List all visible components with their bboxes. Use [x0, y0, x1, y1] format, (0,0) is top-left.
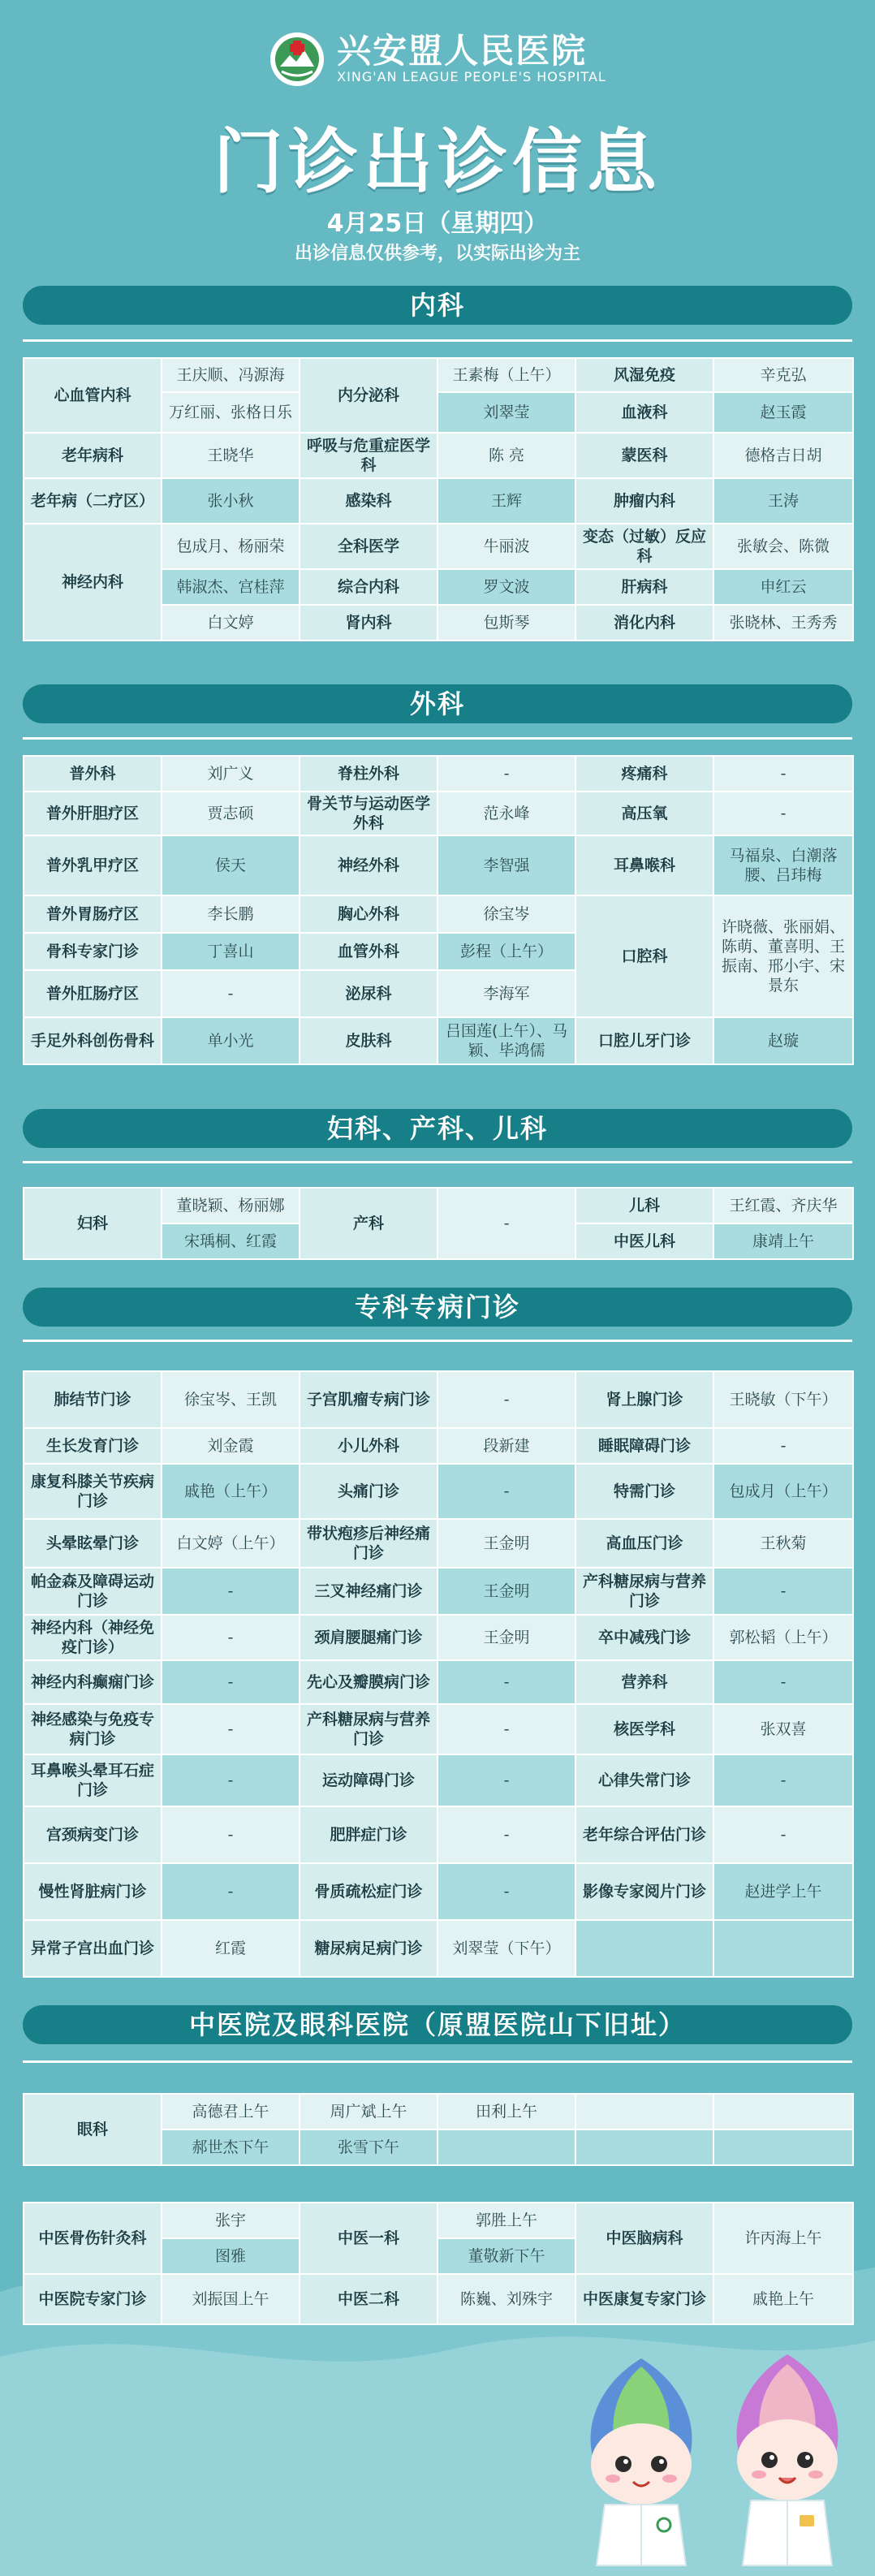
- empty-cell: [575, 2129, 713, 2165]
- table-row: [24, 1371, 853, 1428]
- doctor-cell: 王庆顺、冯源海: [162, 358, 300, 392]
- section-divider: [23, 2060, 852, 2063]
- table-row: [24, 1464, 853, 1519]
- empty-cell: [713, 2094, 853, 2129]
- table-yanke: [23, 2093, 854, 2166]
- section-banner-neike: 内科: [23, 286, 852, 325]
- dept-cell: 高压氧: [575, 792, 713, 835]
- dept-cell: 营养科: [575, 1660, 713, 1704]
- empty-cell: [713, 2129, 853, 2165]
- dept-cell: 小儿外科: [300, 1428, 438, 1464]
- doctor-cell: -: [438, 1660, 575, 1704]
- hospital-logo-icon: [269, 31, 325, 88]
- dept-cell: 综合内科: [300, 569, 438, 605]
- doctor-cell: 申红云: [713, 569, 853, 605]
- dept-cell: 呼吸与危重症医学科: [300, 433, 438, 478]
- doctor-cell: 郭胜上午: [438, 2203, 575, 2238]
- doctor-cell: 包成月、杨丽荣: [162, 524, 300, 569]
- doctor-cell: -: [438, 1371, 575, 1428]
- doctor-cell: 李智强: [438, 835, 575, 895]
- dept-cell: 颈肩腰腿痛门诊: [300, 1615, 438, 1660]
- doctor-cell: 赵玉霞: [713, 392, 853, 433]
- dept-cell: 普外肛肠疗区: [24, 970, 162, 1017]
- dept-cell: 中医院专家门诊: [24, 2274, 162, 2324]
- doctor-cell: 董晓颖、杨丽娜: [162, 1188, 300, 1223]
- dept-cell: 妇科: [24, 1188, 162, 1259]
- table-fuchan: [23, 1187, 854, 1260]
- doctor-cell: -: [438, 1464, 575, 1519]
- table-row: [24, 1615, 853, 1660]
- doctor-cell: 田利上午: [438, 2094, 575, 2129]
- doctor-cell: 宋瑀桐、红霞: [162, 1223, 300, 1259]
- section-banner-fuchan: 妇科、产科、儿科: [23, 1109, 852, 1148]
- doctor-cell: -: [162, 1754, 300, 1806]
- dept-cell: 老年病科: [24, 433, 162, 478]
- dept-cell: 肾内科: [300, 605, 438, 641]
- dept-cell: 口腔科: [575, 895, 713, 1017]
- table-neike: [23, 357, 854, 641]
- table-row: [24, 358, 853, 392]
- doctor-cell: 张双喜: [713, 1704, 853, 1754]
- doctor-cell: 王涛: [713, 478, 853, 524]
- dept-cell: 中医康复专家门诊: [575, 2274, 713, 2324]
- doctor-cell: 许晓薇、张丽娟、陈萌、董喜明、王振南、邢小宇、宋景东: [713, 895, 853, 1017]
- doctor-cell: 徐宝岑、王凯: [162, 1371, 300, 1428]
- doctor-cell: 董敬新下午: [438, 2238, 575, 2274]
- table-row: [24, 1863, 853, 1920]
- section-banner-zhongyi: 中医院及眼科医院（原盟医院山下旧址）: [23, 2005, 852, 2044]
- doctor-cell: 刘广义: [162, 756, 300, 792]
- doctor-cell: 张敏会、陈微: [713, 524, 853, 569]
- doctor-cell: 赵进学上午: [713, 1863, 853, 1920]
- doctor-cell: 张宇: [162, 2203, 300, 2238]
- doctor-cell: 贾志硕: [162, 792, 300, 835]
- dept-cell: 骨关节与运动医学外科: [300, 792, 438, 835]
- schedule-date: 4月25日（星期四）: [326, 209, 549, 238]
- table-row: [24, 2094, 853, 2129]
- hospital-logo-row: [0, 31, 875, 88]
- dept-cell: 中医骨伤针灸科: [24, 2203, 162, 2274]
- dept-cell: 耳鼻喉科: [575, 835, 713, 895]
- doctor-cell: 李海军: [438, 970, 575, 1017]
- dept-cell: 普外乳甲疗区: [24, 835, 162, 895]
- doctor-cell: 周广斌上午: [300, 2094, 438, 2129]
- dept-cell: 核医学科: [575, 1704, 713, 1754]
- dept-cell: 肿瘤内科: [575, 478, 713, 524]
- doctor-cell: 白文婷（上午）: [162, 1519, 300, 1568]
- dept-cell: 眼科: [24, 2094, 162, 2165]
- table-row: [24, 1017, 853, 1064]
- doctor-cell: 德格吉日胡: [713, 433, 853, 478]
- dept-cell: 神经内科（神经免疫门诊）: [24, 1615, 162, 1660]
- dept-cell: 普外肝胆疗区: [24, 792, 162, 835]
- table-waike: [23, 755, 854, 1065]
- dept-cell: 骨科专家门诊: [24, 933, 162, 970]
- doctor-cell: 戚艳上午: [713, 2274, 853, 2324]
- doctor-cell: 刘金霞: [162, 1428, 300, 1464]
- doctor-cell: 王金明: [438, 1568, 575, 1615]
- dept-cell: 老年综合评估门诊: [575, 1806, 713, 1863]
- dept-cell: 神经外科: [300, 835, 438, 895]
- dept-cell: 宫颈病变门诊: [24, 1806, 162, 1863]
- empty-cell: [713, 1920, 853, 1977]
- doctor-cell: 王金明: [438, 1615, 575, 1660]
- doctor-cell: -: [162, 1615, 300, 1660]
- doctor-cell: 吕国莲(上午）、马颖、毕鸿儒: [438, 1017, 575, 1064]
- doctor-cell: 万红丽、张格日乐: [162, 392, 300, 433]
- dept-cell: 三叉神经痛门诊: [300, 1568, 438, 1615]
- table-row: [24, 2203, 853, 2238]
- mascot-doctor-right: [714, 2346, 860, 2570]
- table-row: [24, 478, 853, 524]
- dept-cell: 血管外科: [300, 933, 438, 970]
- table-zhongyi: [23, 2202, 854, 2325]
- dept-cell: 脊柱外科: [300, 756, 438, 792]
- doctor-cell: -: [438, 1188, 575, 1259]
- doctor-cell: 段新建: [438, 1428, 575, 1464]
- section-banner-zhuanke: 专科专病门诊: [23, 1288, 852, 1327]
- doctor-cell: 王秋菊: [713, 1519, 853, 1568]
- dept-cell: 全科医学: [300, 524, 438, 569]
- doctor-cell: 彭程（上午）: [438, 933, 575, 970]
- doctor-cell: 韩淑杰、宫桂萍: [162, 569, 300, 605]
- doctor-cell: 王晓敏（下午）: [713, 1371, 853, 1428]
- doctor-cell: 范永峰: [438, 792, 575, 835]
- doctor-cell: 丁喜山: [162, 933, 300, 970]
- dept-cell: 感染科: [300, 478, 438, 524]
- doctor-cell: 辛克弘: [713, 358, 853, 392]
- doctor-cell: -: [713, 792, 853, 835]
- doctor-cell: 王素梅（上午）: [438, 358, 575, 392]
- dept-cell: 带状疱疹后神经痛门诊: [300, 1519, 438, 1568]
- doctor-cell: 张小秋: [162, 478, 300, 524]
- dept-cell: 泌尿科: [300, 970, 438, 1017]
- section-divider: [23, 1340, 852, 1342]
- dept-cell: 头痛门诊: [300, 1464, 438, 1519]
- dept-cell: 慢性肾脏病门诊: [24, 1863, 162, 1920]
- doctor-cell: 徐宝岑: [438, 895, 575, 933]
- dept-cell: 异常子宫出血门诊: [24, 1920, 162, 1977]
- doctor-cell: 陈巍、刘殊宇: [438, 2274, 575, 2324]
- table-row: [24, 1428, 853, 1464]
- section-divider: [23, 1161, 852, 1163]
- dept-cell: 血液科: [575, 392, 713, 433]
- empty-cell: [575, 1920, 713, 1977]
- table-row: [24, 1519, 853, 1568]
- doctor-cell: 红霞: [162, 1920, 300, 1977]
- table-row: [24, 524, 853, 569]
- dept-cell: 中医一科: [300, 2203, 438, 2274]
- dept-cell: 肝病科: [575, 569, 713, 605]
- doctor-cell: 王辉: [438, 478, 575, 524]
- mascot-doctor-left: [568, 2350, 714, 2570]
- table-row: [24, 1806, 853, 1863]
- dept-cell: 中医脑病科: [575, 2203, 713, 2274]
- doctor-cell: -: [438, 756, 575, 792]
- doctor-cell: -: [713, 1754, 853, 1806]
- doctor-cell: -: [162, 1660, 300, 1704]
- dept-cell: 风湿免疫: [575, 358, 713, 392]
- table-row: [24, 792, 853, 835]
- dept-cell: 影像专家阅片门诊: [575, 1863, 713, 1920]
- doctor-cell: 王金明: [438, 1519, 575, 1568]
- doctor-cell: -: [713, 1806, 853, 1863]
- table-row: [24, 895, 853, 933]
- dept-cell: 卒中减残门诊: [575, 1615, 713, 1660]
- table-row: [24, 756, 853, 792]
- doctor-cell: 罗文波: [438, 569, 575, 605]
- dept-cell: 神经内科癫痫门诊: [24, 1660, 162, 1704]
- dept-cell: 心律失常门诊: [575, 1754, 713, 1806]
- empty-cell: [438, 2129, 575, 2165]
- hospital-name-cn: 兴安盟人民医院: [337, 31, 588, 71]
- page-header: [0, 0, 875, 284]
- doctor-cell: -: [713, 1568, 853, 1615]
- dept-cell: 普外胃肠疗区: [24, 895, 162, 933]
- dept-cell: 肾上腺门诊: [575, 1371, 713, 1428]
- doctor-cell: -: [438, 1806, 575, 1863]
- dept-cell: 中医二科: [300, 2274, 438, 2324]
- table-row: [24, 1660, 853, 1704]
- dept-cell: 疼痛科: [575, 756, 713, 792]
- table-row: [24, 835, 853, 895]
- doctor-cell: 李长鹏: [162, 895, 300, 933]
- dept-cell: 生长发育门诊: [24, 1428, 162, 1464]
- table-row: [24, 1704, 853, 1754]
- dept-cell: 消化内科: [575, 605, 713, 641]
- doctor-cell: 刘振国上午: [162, 2274, 300, 2324]
- dept-cell: 高血压门诊: [575, 1519, 713, 1568]
- dept-cell: 先心及瓣膜病门诊: [300, 1660, 438, 1704]
- dept-cell: 睡眠障碍门诊: [575, 1428, 713, 1464]
- dept-cell: 皮肤科: [300, 1017, 438, 1064]
- doctor-cell: 图雅: [162, 2238, 300, 2274]
- doctor-cell: 侯天: [162, 835, 300, 895]
- dept-cell: 特需门诊: [575, 1464, 713, 1519]
- table-zhuanke: [23, 1370, 854, 1978]
- dept-cell: 产科: [300, 1188, 438, 1259]
- dept-cell: 产科糖尿病与营养门诊: [575, 1568, 713, 1615]
- section-banner-waike: 外科: [23, 684, 852, 723]
- dept-cell: 内分泌科: [300, 358, 438, 433]
- doctor-cell: -: [713, 756, 853, 792]
- doctor-cell: 牛丽波: [438, 524, 575, 569]
- dept-cell: 运动障碍门诊: [300, 1754, 438, 1806]
- dept-cell: 老年病（二疗区）: [24, 478, 162, 524]
- dept-cell: 头晕眩晕门诊: [24, 1519, 162, 1568]
- doctor-cell: 赵璇: [713, 1017, 853, 1064]
- doctor-cell: 包成月（上午）: [713, 1464, 853, 1519]
- section-divider: [23, 339, 852, 342]
- section-divider: [23, 737, 852, 740]
- table-row: [24, 1920, 853, 1977]
- table-row: [24, 1188, 853, 1223]
- doctor-cell: 白文婷: [162, 605, 300, 641]
- dept-cell: 手足外科创伤骨科: [24, 1017, 162, 1064]
- doctor-cell: -: [162, 1568, 300, 1615]
- dept-cell: 神经内科: [24, 524, 162, 641]
- doctor-cell: 单小光: [162, 1017, 300, 1064]
- dept-cell: 产科糖尿病与营养门诊: [300, 1704, 438, 1754]
- doctor-cell: 康靖上午: [713, 1223, 853, 1259]
- dept-cell: 普外科: [24, 756, 162, 792]
- dept-cell: 神经感染与免疫专病门诊: [24, 1704, 162, 1754]
- doctor-cell: 戚艳（上午）: [162, 1464, 300, 1519]
- dept-cell: 骨质疏松症门诊: [300, 1863, 438, 1920]
- table-row: [24, 433, 853, 478]
- doctor-cell: -: [713, 1660, 853, 1704]
- doctor-cell: 郝世杰下午: [162, 2129, 300, 2165]
- doctor-cell: -: [438, 1754, 575, 1806]
- schedule-note: 出诊信息仅供参考，以实际出诊为主: [294, 244, 580, 264]
- doctor-cell: 马福泉、白潮落腰、吕玮梅: [713, 835, 853, 895]
- doctor-cell: -: [162, 970, 300, 1017]
- doctor-cell: 陈 亮: [438, 433, 575, 478]
- doctor-cell: -: [713, 1428, 853, 1464]
- doctor-cell: -: [438, 1863, 575, 1920]
- doctor-cell: -: [162, 1704, 300, 1754]
- table-row: [24, 1568, 853, 1615]
- doctor-cell: 王红霞、齐庆华: [713, 1188, 853, 1223]
- doctor-cell: -: [162, 1863, 300, 1920]
- table-row: [24, 1754, 853, 1806]
- dept-cell: 糖尿病足病门诊: [300, 1920, 438, 1977]
- doctor-cell: 高德君上午: [162, 2094, 300, 2129]
- doctor-cell: 王晓华: [162, 433, 300, 478]
- doctor-cell: 郭松韬（上午）: [713, 1615, 853, 1660]
- doctor-cell: 刘翠莹: [438, 392, 575, 433]
- dept-cell: 儿科: [575, 1188, 713, 1223]
- dept-cell: 肥胖症门诊: [300, 1806, 438, 1863]
- doctor-cell: 刘翠莹（下午）: [438, 1920, 575, 1977]
- doctor-cell: 张晓林、王秀秀: [713, 605, 853, 641]
- dept-cell: 康复科膝关节疾病门诊: [24, 1464, 162, 1519]
- dept-cell: 肺结节门诊: [24, 1371, 162, 1428]
- doctor-cell: 许丙海上午: [713, 2203, 853, 2274]
- hospital-name-en: XING'AN LEAGUE PEOPLE'S HOSPITAL: [337, 69, 606, 84]
- doctor-cell: -: [438, 1704, 575, 1754]
- dept-cell: 中医儿科: [575, 1223, 713, 1259]
- dept-cell: 蒙医科: [575, 433, 713, 478]
- dept-cell: 变态（过敏）反应科: [575, 524, 713, 569]
- table-row: [24, 2274, 853, 2324]
- dept-cell: 帕金森及障碍运动门诊: [24, 1568, 162, 1615]
- dept-cell: 口腔儿牙门诊: [575, 1017, 713, 1064]
- page-title: 门诊出诊信息: [213, 122, 662, 203]
- dept-cell: 心血管内科: [24, 358, 162, 433]
- empty-cell: [575, 2094, 713, 2129]
- dept-cell: 胸心外科: [300, 895, 438, 933]
- dept-cell: 耳鼻喉头晕耳石症门诊: [24, 1754, 162, 1806]
- doctor-cell: 包斯琴: [438, 605, 575, 641]
- doctor-cell: 张雪下午: [300, 2129, 438, 2165]
- dept-cell: 子宫肌瘤专病门诊: [300, 1371, 438, 1428]
- doctor-cell: -: [162, 1806, 300, 1863]
